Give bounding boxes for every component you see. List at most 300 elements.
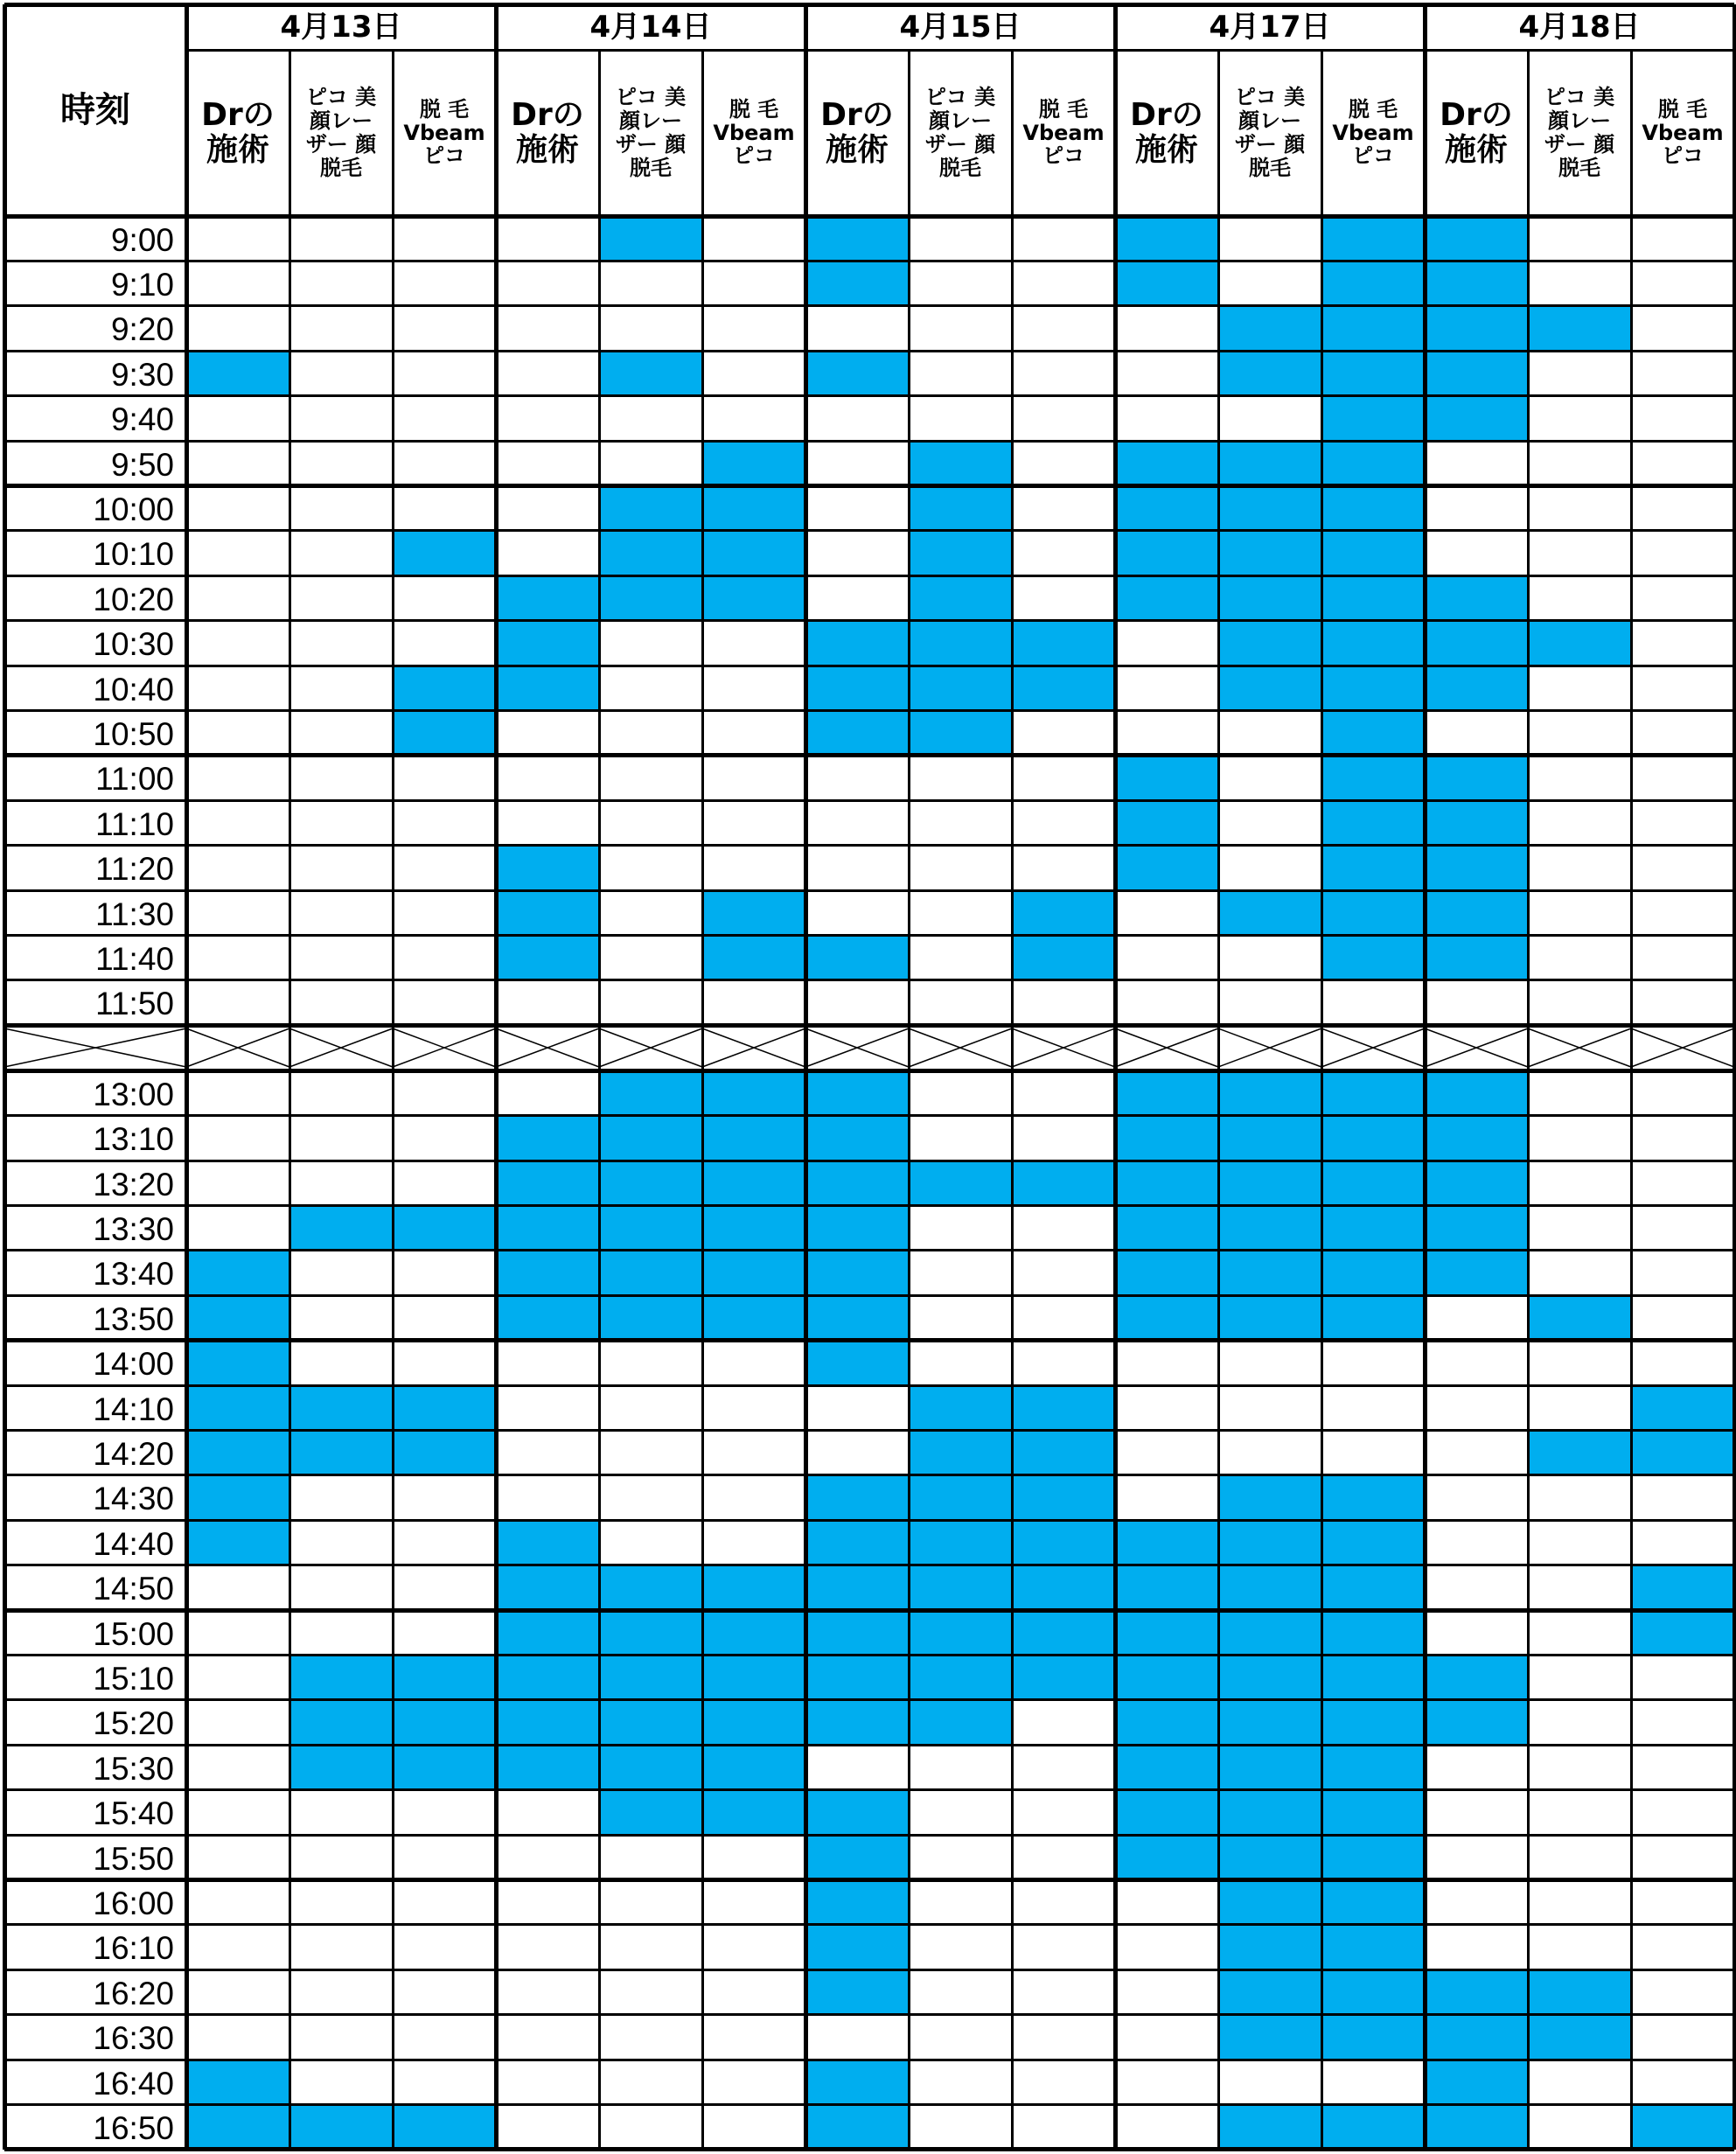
booked-slot[interactable] — [1115, 485, 1218, 530]
open-slot[interactable] — [186, 1879, 289, 1924]
booked-slot[interactable] — [1321, 1565, 1425, 1610]
booked-slot[interactable] — [1218, 1475, 1321, 1520]
open-slot[interactable] — [1528, 980, 1631, 1025]
booked-slot[interactable] — [1528, 621, 1631, 666]
booked-slot[interactable] — [702, 441, 805, 485]
open-slot[interactable] — [702, 1969, 805, 2014]
open-slot[interactable] — [393, 1879, 496, 1924]
open-slot[interactable] — [1425, 710, 1528, 755]
booked-slot[interactable] — [1425, 935, 1528, 979]
open-slot[interactable] — [1012, 2060, 1115, 2104]
open-slot[interactable] — [1631, 1969, 1734, 2014]
booked-slot[interactable] — [805, 1610, 909, 1655]
open-slot[interactable] — [1425, 1835, 1528, 1879]
open-slot[interactable] — [909, 261, 1012, 305]
booked-slot[interactable] — [1631, 1430, 1734, 1474]
booked-slot[interactable] — [1425, 1969, 1528, 2014]
open-slot[interactable] — [1115, 890, 1218, 935]
booked-slot[interactable] — [805, 1161, 909, 1205]
booked-slot[interactable] — [1321, 1745, 1425, 1789]
booked-slot[interactable] — [289, 1745, 393, 1789]
open-slot[interactable] — [186, 1969, 289, 2014]
open-slot[interactable] — [1528, 935, 1631, 979]
booked-slot[interactable] — [186, 2060, 289, 2104]
booked-slot[interactable] — [186, 351, 289, 395]
open-slot[interactable] — [599, 1520, 702, 1565]
booked-slot[interactable] — [1012, 1610, 1115, 1655]
open-slot[interactable] — [393, 1341, 496, 1385]
open-slot[interactable] — [909, 890, 1012, 935]
open-slot[interactable] — [289, 2015, 393, 2060]
booked-slot[interactable] — [1218, 621, 1321, 666]
booked-slot[interactable] — [909, 1655, 1012, 1699]
open-slot[interactable] — [1115, 621, 1218, 666]
booked-slot[interactable] — [909, 1161, 1012, 1205]
open-slot[interactable] — [393, 1116, 496, 1161]
open-slot[interactable] — [909, 980, 1012, 1025]
open-slot[interactable] — [393, 485, 496, 530]
open-slot[interactable] — [1528, 710, 1631, 755]
open-slot[interactable] — [1528, 2060, 1631, 2104]
open-slot[interactable] — [1528, 261, 1631, 305]
booked-slot[interactable] — [1425, 1700, 1528, 1745]
open-slot[interactable] — [805, 396, 909, 441]
open-slot[interactable] — [909, 1295, 1012, 1340]
booked-slot[interactable] — [805, 351, 909, 395]
open-slot[interactable] — [1012, 396, 1115, 441]
open-slot[interactable] — [289, 1790, 393, 1835]
booked-slot[interactable] — [1115, 1610, 1218, 1655]
open-slot[interactable] — [186, 396, 289, 441]
booked-slot[interactable] — [1115, 1745, 1218, 1789]
open-slot[interactable] — [1218, 216, 1321, 261]
open-slot[interactable] — [1012, 1205, 1115, 1250]
open-slot[interactable] — [1528, 351, 1631, 395]
open-slot[interactable] — [909, 2060, 1012, 2104]
open-slot[interactable] — [186, 935, 289, 979]
open-slot[interactable] — [1425, 1925, 1528, 1969]
open-slot[interactable] — [289, 846, 393, 890]
booked-slot[interactable] — [702, 1745, 805, 1789]
open-slot[interactable] — [289, 575, 393, 620]
open-slot[interactable] — [702, 396, 805, 441]
booked-slot[interactable] — [1321, 1070, 1425, 1115]
booked-slot[interactable] — [1218, 1925, 1321, 1969]
open-slot[interactable] — [1631, 441, 1734, 485]
booked-slot[interactable] — [186, 1385, 289, 1430]
booked-slot[interactable] — [1012, 666, 1115, 710]
open-slot[interactable] — [805, 485, 909, 530]
booked-slot[interactable] — [1425, 396, 1528, 441]
open-slot[interactable] — [702, 846, 805, 890]
open-slot[interactable] — [289, 2060, 393, 2104]
open-slot[interactable] — [289, 1565, 393, 1610]
open-slot[interactable] — [702, 710, 805, 755]
booked-slot[interactable] — [1631, 1610, 1734, 1655]
booked-slot[interactable] — [1218, 1070, 1321, 1115]
open-slot[interactable] — [909, 216, 1012, 261]
open-slot[interactable] — [1425, 1790, 1528, 1835]
open-slot[interactable] — [289, 1161, 393, 1205]
booked-slot[interactable] — [1218, 441, 1321, 485]
open-slot[interactable] — [186, 710, 289, 755]
open-slot[interactable] — [1528, 1070, 1631, 1115]
booked-slot[interactable] — [909, 666, 1012, 710]
open-slot[interactable] — [1425, 441, 1528, 485]
open-slot[interactable] — [393, 1520, 496, 1565]
open-slot[interactable] — [805, 441, 909, 485]
booked-slot[interactable] — [1115, 1116, 1218, 1161]
open-slot[interactable] — [1631, 575, 1734, 620]
open-slot[interactable] — [496, 2015, 599, 2060]
open-slot[interactable] — [1218, 710, 1321, 755]
booked-slot[interactable] — [702, 1700, 805, 1745]
booked-slot[interactable] — [805, 1070, 909, 1115]
open-slot[interactable] — [1631, 2015, 1734, 2060]
booked-slot[interactable] — [496, 1565, 599, 1610]
open-slot[interactable] — [1115, 2015, 1218, 2060]
booked-slot[interactable] — [702, 485, 805, 530]
open-slot[interactable] — [599, 846, 702, 890]
open-slot[interactable] — [1425, 1520, 1528, 1565]
booked-slot[interactable] — [1321, 846, 1425, 890]
booked-slot[interactable] — [1425, 1070, 1528, 1115]
open-slot[interactable] — [1115, 351, 1218, 395]
booked-slot[interactable] — [1425, 621, 1528, 666]
booked-slot[interactable] — [1321, 1790, 1425, 1835]
open-slot[interactable] — [1012, 756, 1115, 800]
booked-slot[interactable] — [1321, 1969, 1425, 2014]
open-slot[interactable] — [805, 531, 909, 575]
booked-slot[interactable] — [1321, 441, 1425, 485]
booked-slot[interactable] — [1218, 890, 1321, 935]
open-slot[interactable] — [496, 485, 599, 530]
booked-slot[interactable] — [1321, 935, 1425, 979]
booked-slot[interactable] — [1321, 621, 1425, 666]
open-slot[interactable] — [599, 666, 702, 710]
open-slot[interactable] — [599, 2060, 702, 2104]
booked-slot[interactable] — [186, 1295, 289, 1340]
open-slot[interactable] — [702, 2104, 805, 2149]
open-slot[interactable] — [1012, 575, 1115, 620]
booked-slot[interactable] — [1218, 351, 1321, 395]
booked-slot[interactable] — [1115, 1295, 1218, 1340]
booked-slot[interactable] — [805, 1655, 909, 1699]
booked-slot[interactable] — [1321, 1655, 1425, 1699]
open-slot[interactable] — [393, 1475, 496, 1520]
open-slot[interactable] — [702, 1341, 805, 1385]
booked-slot[interactable] — [1321, 1879, 1425, 1924]
open-slot[interactable] — [1012, 1295, 1115, 1340]
booked-slot[interactable] — [909, 1700, 1012, 1745]
booked-slot[interactable] — [702, 890, 805, 935]
open-slot[interactable] — [599, 710, 702, 755]
booked-slot[interactable] — [805, 1969, 909, 2014]
open-slot[interactable] — [393, 846, 496, 890]
open-slot[interactable] — [393, 1070, 496, 1115]
booked-slot[interactable] — [496, 890, 599, 935]
booked-slot[interactable] — [1321, 1700, 1425, 1745]
booked-slot[interactable] — [1321, 1205, 1425, 1250]
booked-slot[interactable] — [805, 1879, 909, 1924]
open-slot[interactable] — [289, 890, 393, 935]
open-slot[interactable] — [289, 1341, 393, 1385]
open-slot[interactable] — [289, 216, 393, 261]
booked-slot[interactable] — [909, 1385, 1012, 1430]
booked-slot[interactable] — [909, 1475, 1012, 1520]
booked-slot[interactable] — [1115, 216, 1218, 261]
open-slot[interactable] — [289, 756, 393, 800]
open-slot[interactable] — [909, 935, 1012, 979]
open-slot[interactable] — [1631, 621, 1734, 666]
booked-slot[interactable] — [1631, 2104, 1734, 2149]
open-slot[interactable] — [496, 1969, 599, 2014]
open-slot[interactable] — [1012, 261, 1115, 305]
open-slot[interactable] — [289, 1070, 393, 1115]
open-slot[interactable] — [289, 1835, 393, 1879]
open-slot[interactable] — [289, 1295, 393, 1340]
booked-slot[interactable] — [805, 261, 909, 305]
open-slot[interactable] — [1425, 1475, 1528, 1520]
booked-slot[interactable] — [496, 621, 599, 666]
booked-slot[interactable] — [1012, 1430, 1115, 1474]
open-slot[interactable] — [909, 1835, 1012, 1879]
open-slot[interactable] — [702, 2015, 805, 2060]
open-slot[interactable] — [1631, 1655, 1734, 1699]
open-slot[interactable] — [599, 2015, 702, 2060]
booked-slot[interactable] — [1321, 710, 1425, 755]
open-slot[interactable] — [1528, 1610, 1631, 1655]
open-slot[interactable] — [1631, 1070, 1734, 1115]
open-slot[interactable] — [1631, 1341, 1734, 1385]
open-slot[interactable] — [289, 1520, 393, 1565]
booked-slot[interactable] — [1425, 1161, 1528, 1205]
booked-slot[interactable] — [496, 1610, 599, 1655]
open-slot[interactable] — [1115, 1385, 1218, 1430]
open-slot[interactable] — [702, 980, 805, 1025]
open-slot[interactable] — [599, 306, 702, 351]
booked-slot[interactable] — [1115, 1835, 1218, 1879]
booked-slot[interactable] — [1218, 2104, 1321, 2149]
open-slot[interactable] — [1012, 306, 1115, 351]
booked-slot[interactable] — [1218, 1700, 1321, 1745]
open-slot[interactable] — [1631, 890, 1734, 935]
booked-slot[interactable] — [1321, 1251, 1425, 1295]
booked-slot[interactable] — [1321, 666, 1425, 710]
open-slot[interactable] — [1012, 710, 1115, 755]
open-slot[interactable] — [1528, 216, 1631, 261]
open-slot[interactable] — [186, 441, 289, 485]
open-slot[interactable] — [186, 756, 289, 800]
open-slot[interactable] — [496, 800, 599, 845]
open-slot[interactable] — [1528, 890, 1631, 935]
booked-slot[interactable] — [909, 621, 1012, 666]
open-slot[interactable] — [1012, 485, 1115, 530]
open-slot[interactable] — [1631, 980, 1734, 1025]
open-slot[interactable] — [1631, 1295, 1734, 1340]
booked-slot[interactable] — [496, 1745, 599, 1789]
open-slot[interactable] — [1631, 306, 1734, 351]
booked-slot[interactable] — [1321, 261, 1425, 305]
open-slot[interactable] — [1528, 485, 1631, 530]
open-slot[interactable] — [702, 351, 805, 395]
open-slot[interactable] — [1631, 1205, 1734, 1250]
open-slot[interactable] — [702, 1520, 805, 1565]
booked-slot[interactable] — [1218, 1745, 1321, 1789]
open-slot[interactable] — [909, 1251, 1012, 1295]
booked-slot[interactable] — [909, 441, 1012, 485]
open-slot[interactable] — [702, 1430, 805, 1474]
open-slot[interactable] — [702, 306, 805, 351]
booked-slot[interactable] — [496, 846, 599, 890]
booked-slot[interactable] — [1115, 1161, 1218, 1205]
booked-slot[interactable] — [1115, 1251, 1218, 1295]
open-slot[interactable] — [393, 1161, 496, 1205]
booked-slot[interactable] — [496, 575, 599, 620]
open-slot[interactable] — [702, 1925, 805, 1969]
booked-slot[interactable] — [289, 2104, 393, 2149]
open-slot[interactable] — [1218, 1430, 1321, 1474]
booked-slot[interactable] — [909, 1430, 1012, 1474]
open-slot[interactable] — [1528, 1879, 1631, 1924]
booked-slot[interactable] — [1115, 531, 1218, 575]
booked-slot[interactable] — [1321, 396, 1425, 441]
booked-slot[interactable] — [805, 1341, 909, 1385]
open-slot[interactable] — [702, 2060, 805, 2104]
booked-slot[interactable] — [1528, 306, 1631, 351]
open-slot[interactable] — [1631, 1251, 1734, 1295]
open-slot[interactable] — [186, 1835, 289, 1879]
open-slot[interactable] — [393, 935, 496, 979]
open-slot[interactable] — [599, 935, 702, 979]
open-slot[interactable] — [289, 935, 393, 979]
open-slot[interactable] — [1115, 396, 1218, 441]
open-slot[interactable] — [393, 800, 496, 845]
booked-slot[interactable] — [496, 1161, 599, 1205]
booked-slot[interactable] — [1115, 261, 1218, 305]
booked-slot[interactable] — [805, 935, 909, 979]
booked-slot[interactable] — [1218, 1520, 1321, 1565]
open-slot[interactable] — [186, 261, 289, 305]
open-slot[interactable] — [1218, 1341, 1321, 1385]
open-slot[interactable] — [393, 306, 496, 351]
open-slot[interactable] — [702, 216, 805, 261]
open-slot[interactable] — [186, 575, 289, 620]
booked-slot[interactable] — [1321, 485, 1425, 530]
booked-slot[interactable] — [805, 216, 909, 261]
open-slot[interactable] — [186, 1161, 289, 1205]
booked-slot[interactable] — [805, 1790, 909, 1835]
booked-slot[interactable] — [599, 1116, 702, 1161]
booked-slot[interactable] — [1631, 1385, 1734, 1430]
booked-slot[interactable] — [599, 575, 702, 620]
booked-slot[interactable] — [1321, 1475, 1425, 1520]
open-slot[interactable] — [1012, 800, 1115, 845]
booked-slot[interactable] — [1115, 1655, 1218, 1699]
booked-slot[interactable] — [1012, 1565, 1115, 1610]
open-slot[interactable] — [496, 1925, 599, 1969]
open-slot[interactable] — [805, 1430, 909, 1474]
booked-slot[interactable] — [1425, 216, 1528, 261]
open-slot[interactable] — [289, 980, 393, 1025]
booked-slot[interactable] — [1321, 1835, 1425, 1879]
open-slot[interactable] — [289, 351, 393, 395]
open-slot[interactable] — [1631, 756, 1734, 800]
booked-slot[interactable] — [1218, 531, 1321, 575]
booked-slot[interactable] — [1425, 1116, 1528, 1161]
open-slot[interactable] — [289, 1969, 393, 2014]
booked-slot[interactable] — [1218, 1251, 1321, 1295]
booked-slot[interactable] — [599, 1070, 702, 1115]
booked-slot[interactable] — [1012, 890, 1115, 935]
open-slot[interactable] — [289, 1475, 393, 1520]
open-slot[interactable] — [393, 1790, 496, 1835]
booked-slot[interactable] — [1425, 261, 1528, 305]
booked-slot[interactable] — [805, 666, 909, 710]
open-slot[interactable] — [805, 1745, 909, 1789]
open-slot[interactable] — [1012, 980, 1115, 1025]
booked-slot[interactable] — [1012, 1475, 1115, 1520]
booked-slot[interactable] — [909, 1565, 1012, 1610]
booked-slot[interactable] — [1115, 800, 1218, 845]
open-slot[interactable] — [1631, 1879, 1734, 1924]
open-slot[interactable] — [1631, 1925, 1734, 1969]
open-slot[interactable] — [1218, 846, 1321, 890]
open-slot[interactable] — [909, 2104, 1012, 2149]
booked-slot[interactable] — [393, 1655, 496, 1699]
open-slot[interactable] — [393, 1925, 496, 1969]
open-slot[interactable] — [186, 1116, 289, 1161]
open-slot[interactable] — [186, 890, 289, 935]
open-slot[interactable] — [1115, 1341, 1218, 1385]
open-slot[interactable] — [599, 890, 702, 935]
open-slot[interactable] — [1631, 1700, 1734, 1745]
open-slot[interactable] — [702, 621, 805, 666]
booked-slot[interactable] — [496, 666, 599, 710]
open-slot[interactable] — [1425, 1610, 1528, 1655]
open-slot[interactable] — [1012, 1835, 1115, 1879]
open-slot[interactable] — [1631, 1161, 1734, 1205]
open-slot[interactable] — [909, 1745, 1012, 1789]
booked-slot[interactable] — [1425, 1655, 1528, 1699]
open-slot[interactable] — [496, 1430, 599, 1474]
open-slot[interactable] — [1218, 980, 1321, 1025]
booked-slot[interactable] — [1321, 1116, 1425, 1161]
open-slot[interactable] — [186, 1655, 289, 1699]
open-slot[interactable] — [1321, 1341, 1425, 1385]
open-slot[interactable] — [1115, 1969, 1218, 2014]
booked-slot[interactable] — [1425, 800, 1528, 845]
open-slot[interactable] — [1528, 1385, 1631, 1430]
open-slot[interactable] — [496, 1475, 599, 1520]
open-slot[interactable] — [599, 1879, 702, 1924]
open-slot[interactable] — [186, 846, 289, 890]
booked-slot[interactable] — [1115, 1205, 1218, 1250]
open-slot[interactable] — [1115, 1879, 1218, 1924]
booked-slot[interactable] — [1321, 1925, 1425, 1969]
open-slot[interactable] — [1425, 980, 1528, 1025]
booked-slot[interactable] — [599, 531, 702, 575]
booked-slot[interactable] — [1115, 846, 1218, 890]
booked-slot[interactable] — [1218, 1879, 1321, 1924]
open-slot[interactable] — [1012, 1790, 1115, 1835]
open-slot[interactable] — [599, 756, 702, 800]
booked-slot[interactable] — [599, 1295, 702, 1340]
open-slot[interactable] — [1528, 800, 1631, 845]
booked-slot[interactable] — [1218, 2015, 1321, 2060]
open-slot[interactable] — [1631, 261, 1734, 305]
open-slot[interactable] — [1012, 1116, 1115, 1161]
